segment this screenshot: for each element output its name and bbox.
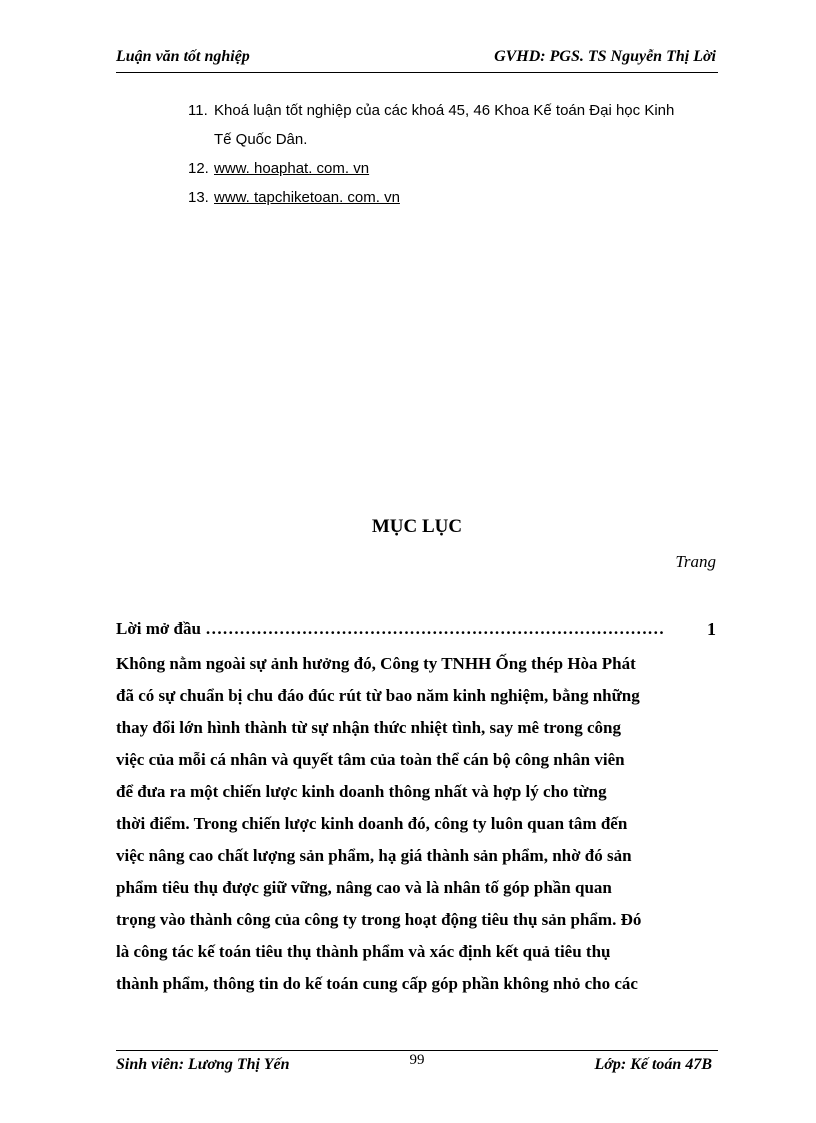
reference-item: [188, 154, 718, 183]
reference-item: [188, 96, 718, 154]
paragraph-line: để đưa ra một chiến lược kinh doanh thông nhất và hợp lý cho từng: [116, 782, 607, 801]
header-thesis-label: Luận văn tốt nghiệp: [116, 48, 250, 65]
paragraph-line: là công tác kế toán tiêu thụ thành phẩm và xác định kết quả tiêu thụ: [116, 942, 611, 961]
reference-text-continued: Tế Quốc Dân.: [214, 131, 308, 148]
header-supervisor: GVHD: PGS. TS Nguyễn Thị Lời: [494, 48, 716, 65]
paragraph-line: thời điểm. Trong chiến lược kinh doanh đó, công ty luôn quan tâm đến: [116, 814, 628, 833]
reference-link[interactable]: www. tapchiketoan. com. vn: [214, 189, 400, 206]
reference-number: 11.: [188, 102, 208, 119]
body-paragraph: [116, 648, 720, 1000]
paragraph-line: việc nâng cao chất lượng sản phẩm, hạ giá thành sản phẩm, nhờ đó sản: [116, 846, 632, 865]
reference-number: 12.: [188, 160, 209, 177]
toc-title: MỤC LỤC: [371, 516, 463, 537]
reference-number: 13.: [188, 189, 209, 206]
reference-link[interactable]: www. hoaphat. com. vn: [214, 160, 370, 177]
page-footer: [116, 1050, 718, 1081]
paragraph-line: Không nằm ngoài sự ảnh hưởng đó, Công ty TNHH Ống thép Hòa Phát: [116, 654, 636, 673]
paragraph-line: thành phẩm, thông tin do kế toán cung cấp góp phần không nhỏ cho các: [116, 974, 638, 993]
paragraph-line: thay đổi lớn hình thành từ sự nhận thức nhiệt tình, say mê trong công: [116, 718, 621, 737]
reference-list: [188, 96, 718, 212]
paragraph-line: phẩm tiêu thụ được giữ vững, nâng cao và là nhân tố góp phần quan: [116, 878, 612, 897]
toc-entry-label: Lời mở đầu ………………………………………………………………………: [116, 619, 665, 638]
toc-page-column-label: Trang: [675, 552, 716, 571]
paragraph-line: trọng vào thành công của công ty trong hoạt động tiêu thụ sản phẩm. Đó: [116, 910, 642, 929]
footer-student: Sinh viên: Lương Thị Yến: [116, 1056, 290, 1073]
reference-text: Khoá luận tốt nghiệp của các khoá 45, 46 Khoa Kế toán Đại học Kinh: [214, 102, 675, 119]
toc-entry-page: 1: [707, 619, 716, 639]
footer-class: Lớp: Kế toán 47B: [594, 1056, 712, 1073]
paragraph-line: việc của mỗi cá nhân và quyết tâm của toàn thể cán bộ công nhân viên: [116, 750, 625, 769]
page-number: 99: [409, 1052, 425, 1068]
reference-item: [188, 183, 718, 212]
page-header: [116, 46, 718, 73]
paragraph-line: đã có sự chuẩn bị chu đáo đúc rút từ bao năm kinh nghiệm, bằng những: [116, 686, 640, 705]
